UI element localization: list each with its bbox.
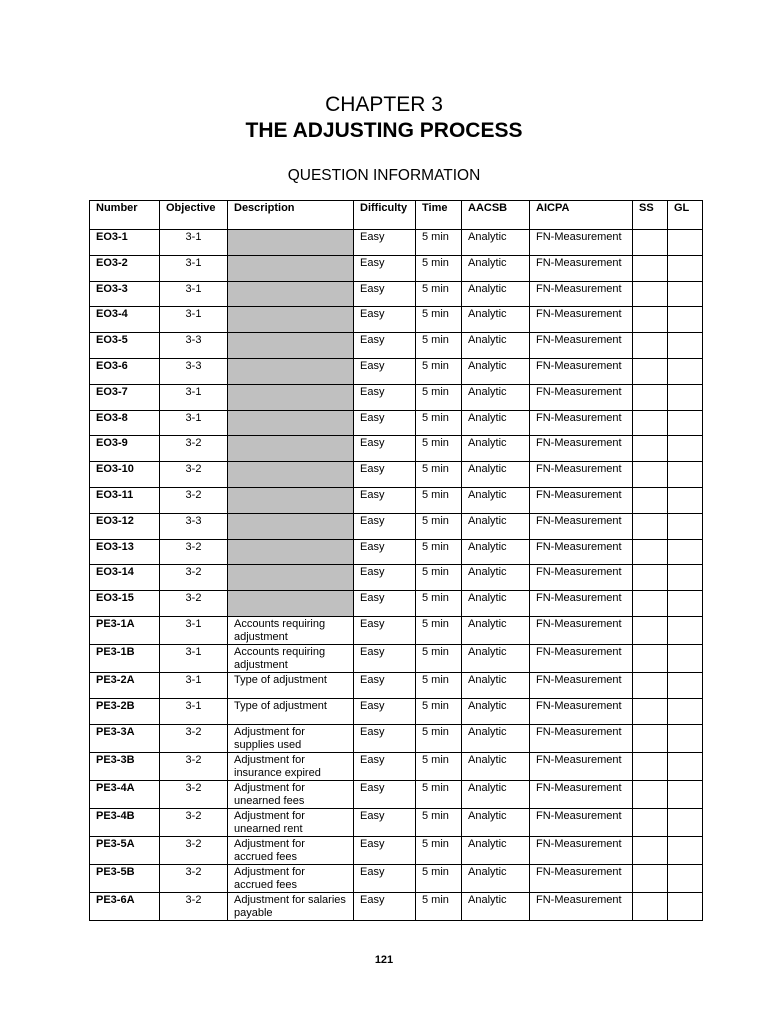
cell-time: 5 min [416,892,462,920]
column-header-objective: Objective [160,201,228,230]
cell-gl [668,616,703,644]
cell-number: EO3-10 [90,462,160,488]
cell-aicpa: FN-Measurement [530,462,633,488]
cell-difficulty: Easy [354,513,416,539]
cell-ss [633,539,668,565]
cell-number: PE3-1B [90,644,160,672]
cell-time: 5 min [416,513,462,539]
cell-objective: 3-1 [160,255,228,281]
cell-number: EO3-7 [90,384,160,410]
cell-description [228,591,354,617]
cell-difficulty: Easy [354,892,416,920]
cell-number: EO3-4 [90,307,160,333]
table-row [90,565,703,591]
cell-objective: 3-2 [160,836,228,864]
cell-objective: 3-2 [160,565,228,591]
table-row [90,333,703,359]
cell-gl [668,230,703,256]
cell-ss [633,644,668,672]
cell-time: 5 min [416,333,462,359]
table-row [90,539,703,565]
cell-gl [668,752,703,780]
cell-time: 5 min [416,230,462,256]
cell-ss [633,724,668,752]
table-row [90,255,703,281]
cell-ss [633,836,668,864]
cell-difficulty: Easy [354,281,416,307]
cell-difficulty: Easy [354,539,416,565]
cell-number: PE3-5B [90,864,160,892]
cell-aacsb: Analytic [462,358,530,384]
column-header-ss: SS [633,201,668,230]
table-row [90,462,703,488]
cell-objective: 3-1 [160,281,228,307]
cell-number: PE3-3B [90,752,160,780]
cell-time: 5 min [416,462,462,488]
cell-objective: 3-2 [160,724,228,752]
cell-gl [668,539,703,565]
cell-description [228,255,354,281]
cell-difficulty: Easy [354,255,416,281]
column-header-gl: GL [668,201,703,230]
cell-number: EO3-11 [90,487,160,513]
cell-time: 5 min [416,672,462,698]
table-row [90,836,703,864]
cell-time: 5 min [416,539,462,565]
cell-aicpa: FN-Measurement [530,565,633,591]
table-row [90,780,703,808]
cell-ss [633,307,668,333]
cell-description: Adjustment for accrued fees [228,836,354,864]
cell-description [228,358,354,384]
cell-aicpa: FN-Measurement [530,539,633,565]
cell-description [228,307,354,333]
cell-aacsb: Analytic [462,724,530,752]
cell-number: EO3-3 [90,281,160,307]
cell-ss [633,230,668,256]
cell-ss [633,616,668,644]
cell-time: 5 min [416,724,462,752]
cell-description [228,384,354,410]
cell-aicpa: FN-Measurement [530,724,633,752]
cell-aicpa: FN-Measurement [530,358,633,384]
chapter-title: THE ADJUSTING PROCESS [245,119,523,142]
cell-aicpa: FN-Measurement [530,892,633,920]
cell-objective: 3-3 [160,358,228,384]
cell-time: 5 min [416,281,462,307]
cell-objective: 3-1 [160,616,228,644]
cell-aacsb: Analytic [462,230,530,256]
cell-description: Accounts requiring adjustment [228,644,354,672]
column-header-time: Time [416,201,462,230]
cell-time: 5 min [416,698,462,724]
cell-time: 5 min [416,410,462,436]
cell-ss [633,462,668,488]
cell-difficulty: Easy [354,616,416,644]
table-row [90,358,703,384]
cell-aacsb: Analytic [462,752,530,780]
cell-difficulty: Easy [354,487,416,513]
cell-aacsb: Analytic [462,698,530,724]
cell-ss [633,333,668,359]
cell-number: EO3-14 [90,565,160,591]
cell-aicpa: FN-Measurement [530,487,633,513]
cell-ss [633,864,668,892]
cell-aicpa: FN-Measurement [530,616,633,644]
cell-aacsb: Analytic [462,616,530,644]
table-body [90,230,703,921]
cell-ss [633,384,668,410]
cell-description: Type of adjustment [228,698,354,724]
cell-number: EO3-6 [90,358,160,384]
table-row [90,808,703,836]
cell-difficulty: Easy [354,333,416,359]
cell-description: Adjustment for unearned rent [228,808,354,836]
cell-aacsb: Analytic [462,644,530,672]
cell-aicpa: FN-Measurement [530,333,633,359]
cell-time: 5 min [416,752,462,780]
cell-description [228,513,354,539]
cell-description [228,410,354,436]
cell-description: Adjustment for accrued fees [228,864,354,892]
cell-ss [633,358,668,384]
cell-aacsb: Analytic [462,672,530,698]
cell-gl [668,410,703,436]
cell-gl [668,672,703,698]
cell-number: PE3-1A [90,616,160,644]
cell-number: PE3-2A [90,672,160,698]
cell-objective: 3-3 [160,333,228,359]
cell-objective: 3-2 [160,436,228,462]
table-row [90,864,703,892]
question-information-table [89,200,703,921]
cell-number: PE3-2B [90,698,160,724]
page-number: 121 [374,954,394,966]
cell-ss [633,892,668,920]
cell-number: EO3-12 [90,513,160,539]
cell-difficulty: Easy [354,230,416,256]
cell-gl [668,358,703,384]
cell-aicpa: FN-Measurement [530,864,633,892]
cell-difficulty: Easy [354,752,416,780]
cell-aicpa: FN-Measurement [530,513,633,539]
cell-description [228,436,354,462]
cell-ss [633,513,668,539]
cell-number: PE3-4B [90,808,160,836]
cell-objective: 3-1 [160,410,228,436]
table-row [90,724,703,752]
cell-number: EO3-5 [90,333,160,359]
cell-objective: 3-1 [160,698,228,724]
cell-time: 5 min [416,808,462,836]
cell-number: EO3-2 [90,255,160,281]
cell-time: 5 min [416,384,462,410]
cell-difficulty: Easy [354,384,416,410]
cell-description: Type of adjustment [228,672,354,698]
cell-description [228,462,354,488]
cell-ss [633,698,668,724]
cell-gl [668,307,703,333]
column-header-number: Number [90,201,160,230]
cell-time: 5 min [416,358,462,384]
cell-ss [633,752,668,780]
cell-aacsb: Analytic [462,565,530,591]
cell-time: 5 min [416,307,462,333]
cell-aicpa: FN-Measurement [530,644,633,672]
cell-aicpa: FN-Measurement [530,255,633,281]
table-row [90,384,703,410]
cell-aicpa: FN-Measurement [530,808,633,836]
cell-gl [668,864,703,892]
cell-number: EO3-15 [90,591,160,617]
cell-difficulty: Easy [354,462,416,488]
cell-number: PE3-4A [90,780,160,808]
cell-gl [668,808,703,836]
cell-gl [668,565,703,591]
cell-difficulty: Easy [354,644,416,672]
cell-objective: 3-3 [160,513,228,539]
cell-aacsb: Analytic [462,410,530,436]
cell-objective: 3-2 [160,591,228,617]
cell-description [228,565,354,591]
cell-aacsb: Analytic [462,333,530,359]
cell-time: 5 min [416,255,462,281]
cell-difficulty: Easy [354,565,416,591]
cell-gl [668,698,703,724]
cell-objective: 3-2 [160,864,228,892]
cell-gl [668,836,703,864]
column-header-aacsb: AACSB [462,201,530,230]
cell-description: Adjustment for insurance expired [228,752,354,780]
cell-gl [668,281,703,307]
cell-objective: 3-2 [160,808,228,836]
cell-objective: 3-2 [160,487,228,513]
cell-aacsb: Analytic [462,539,530,565]
cell-aicpa: FN-Measurement [530,836,633,864]
cell-time: 5 min [416,565,462,591]
cell-ss [633,672,668,698]
cell-aicpa: FN-Measurement [530,281,633,307]
cell-objective: 3-2 [160,892,228,920]
cell-difficulty: Easy [354,436,416,462]
cell-objective: 3-1 [160,672,228,698]
cell-objective: 3-1 [160,644,228,672]
cell-time: 5 min [416,487,462,513]
cell-aacsb: Analytic [462,487,530,513]
cell-gl [668,487,703,513]
cell-ss [633,281,668,307]
cell-aacsb: Analytic [462,255,530,281]
table-row [90,752,703,780]
cell-number: PE3-5A [90,836,160,864]
cell-gl [668,255,703,281]
cell-aacsb: Analytic [462,780,530,808]
cell-aicpa: FN-Measurement [530,698,633,724]
cell-ss [633,255,668,281]
table-row [90,616,703,644]
cell-description: Adjustment for unearned fees [228,780,354,808]
cell-difficulty: Easy [354,672,416,698]
table-row [90,591,703,617]
cell-aicpa: FN-Measurement [530,230,633,256]
cell-objective: 3-2 [160,752,228,780]
cell-difficulty: Easy [354,358,416,384]
cell-gl [668,780,703,808]
cell-number: EO3-8 [90,410,160,436]
cell-difficulty: Easy [354,808,416,836]
cell-aicpa: FN-Measurement [530,384,633,410]
cell-difficulty: Easy [354,780,416,808]
cell-aacsb: Analytic [462,513,530,539]
cell-objective: 3-1 [160,307,228,333]
cell-gl [668,462,703,488]
cell-ss [633,436,668,462]
cell-aacsb: Analytic [462,307,530,333]
cell-difficulty: Easy [354,410,416,436]
cell-objective: 3-2 [160,780,228,808]
cell-gl [668,591,703,617]
cell-time: 5 min [416,436,462,462]
cell-aacsb: Analytic [462,384,530,410]
table-row [90,410,703,436]
table-row [90,281,703,307]
cell-description [228,333,354,359]
table-header-row [90,201,703,230]
cell-difficulty: Easy [354,591,416,617]
cell-gl [668,644,703,672]
cell-description [228,487,354,513]
cell-aacsb: Analytic [462,462,530,488]
cell-gl [668,436,703,462]
table-row [90,672,703,698]
table-row [90,644,703,672]
cell-difficulty: Easy [354,698,416,724]
cell-ss [633,410,668,436]
cell-time: 5 min [416,864,462,892]
cell-aacsb: Analytic [462,808,530,836]
cell-description [228,539,354,565]
table-row [90,892,703,920]
cell-description [228,230,354,256]
table-row [90,487,703,513]
table-row [90,230,703,256]
cell-aicpa: FN-Measurement [530,672,633,698]
cell-ss [633,565,668,591]
cell-time: 5 min [416,780,462,808]
cell-gl [668,892,703,920]
cell-gl [668,724,703,752]
cell-number: EO3-13 [90,539,160,565]
column-header-difficulty: Difficulty [354,201,416,230]
cell-aicpa: FN-Measurement [530,591,633,617]
column-header-aicpa: AICPA [530,201,633,230]
cell-aacsb: Analytic [462,864,530,892]
cell-time: 5 min [416,616,462,644]
section-heading: QUESTION INFORMATION [287,167,481,184]
cell-aicpa: FN-Measurement [530,436,633,462]
cell-difficulty: Easy [354,724,416,752]
cell-gl [668,513,703,539]
cell-time: 5 min [416,591,462,617]
table-row [90,698,703,724]
cell-aacsb: Analytic [462,281,530,307]
cell-description: Adjustment for salaries payable [228,892,354,920]
cell-number: PE3-3A [90,724,160,752]
cell-aacsb: Analytic [462,892,530,920]
cell-ss [633,487,668,513]
cell-gl [668,333,703,359]
cell-description [228,281,354,307]
cell-ss [633,808,668,836]
cell-gl [668,384,703,410]
cell-aicpa: FN-Measurement [530,752,633,780]
cell-difficulty: Easy [354,836,416,864]
chapter-number: CHAPTER 3 [325,93,443,116]
cell-ss [633,591,668,617]
cell-objective: 3-1 [160,384,228,410]
cell-aacsb: Analytic [462,836,530,864]
cell-time: 5 min [416,836,462,864]
cell-objective: 3-2 [160,462,228,488]
cell-number: EO3-1 [90,230,160,256]
cell-aacsb: Analytic [462,591,530,617]
cell-description: Accounts requiring adjustment [228,616,354,644]
cell-objective: 3-2 [160,539,228,565]
cell-objective: 3-1 [160,230,228,256]
column-header-description: Description [228,201,354,230]
cell-difficulty: Easy [354,307,416,333]
cell-ss [633,780,668,808]
cell-description: Adjustment for supplies used [228,724,354,752]
cell-aacsb: Analytic [462,436,530,462]
table-row [90,513,703,539]
cell-number: PE3-6A [90,892,160,920]
cell-aicpa: FN-Measurement [530,307,633,333]
cell-time: 5 min [416,644,462,672]
cell-difficulty: Easy [354,864,416,892]
table-row [90,436,703,462]
cell-aicpa: FN-Measurement [530,410,633,436]
table-row [90,307,703,333]
cell-number: EO3-9 [90,436,160,462]
cell-aicpa: FN-Measurement [530,780,633,808]
